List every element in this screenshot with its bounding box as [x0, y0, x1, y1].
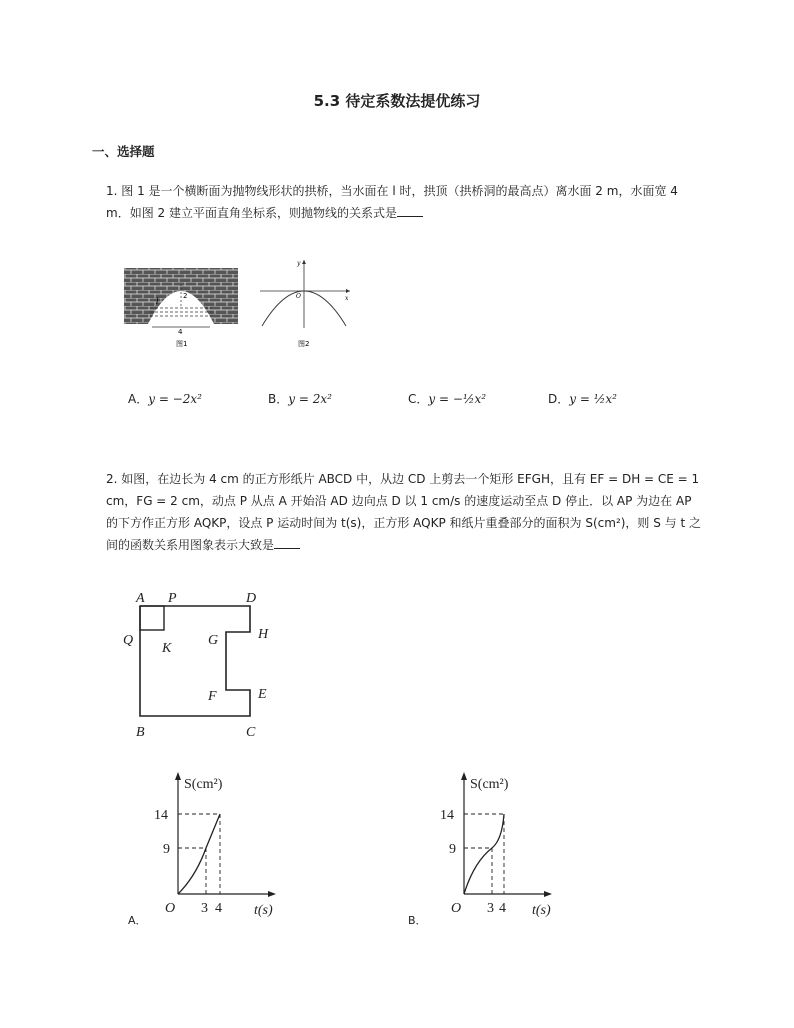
label-E: E: [258, 687, 267, 702]
graph-b-x-tick-3: 3: [487, 901, 494, 916]
option-b[interactable]: [268, 390, 332, 407]
option-d-expr: y = ½x²: [569, 392, 617, 406]
question-2-body: 2. 如图，在边长为 4 cm 的正方形纸片 ABCD 中，从边 CD 上剪去一个矩形 EFGH，且有 EF = DH = CE = 1 cm，FG = 2 cm，动点 P 从点 A 开始沿 AD 边向点 D 以 1 cm/s 的速度运动至点 D 停止．以 AP 为边在 AP 的下方作正方形 AQKP，设点 P 运动时间为 t(s)，正方形 AQKP 和纸片重叠部分的面积为 S(cm²)，则 S 与 t 之间的函数关系用图象表示大致是: [106, 472, 702, 552]
graph-b-origin: O: [451, 901, 462, 916]
graph-b: [430, 766, 570, 926]
graph-a-x-label: t(s): [254, 903, 273, 918]
fig2-axis-y: y: [297, 260, 301, 267]
graph-a-option-letter[interactable]: A．: [128, 914, 147, 927]
option-a[interactable]: [128, 390, 202, 407]
label-D: D: [246, 591, 257, 606]
fig1-label-height: 2: [183, 292, 188, 300]
label-A: A: [136, 591, 145, 606]
question-2-square-figure: [118, 586, 278, 746]
fig2-axis-x: x: [345, 295, 349, 302]
label-K: K: [162, 641, 172, 656]
figure-1-arch-bridge: [122, 266, 240, 350]
graph-a-y-tick-9: 9: [163, 842, 170, 857]
fig1-label-l: l: [156, 297, 159, 306]
label-P: P: [168, 591, 177, 606]
label-G: G: [208, 633, 219, 648]
graph-b-y-tick-14: 14: [440, 808, 454, 823]
figure-2-parabola: [256, 256, 356, 350]
label-B: B: [136, 725, 145, 740]
label-C: C: [246, 725, 256, 740]
graph-a-origin: O: [165, 901, 176, 916]
answer-blank: [274, 536, 300, 549]
label-F: F: [208, 689, 217, 704]
graph-a: [144, 766, 284, 926]
graph-b-option-letter[interactable]: B．: [408, 914, 427, 927]
answer-blank: [397, 204, 423, 217]
label-H: H: [258, 627, 269, 642]
graph-b-x-tick-4: 4: [499, 901, 506, 916]
graph-a-y-tick-14: 14: [154, 808, 168, 823]
graph-b-y-tick-9: 9: [449, 842, 456, 857]
fig1-label-width: 4: [178, 328, 183, 336]
graph-b-x-label: t(s): [532, 903, 551, 918]
graph-a-y-label: S(cm²): [184, 777, 223, 792]
graph-b-y-label: S(cm²): [470, 777, 509, 792]
question-2-text: [106, 468, 702, 556]
graph-a-x-tick-3: 3: [201, 901, 208, 916]
option-b-letter: B．: [268, 392, 289, 406]
option-d[interactable]: [548, 390, 617, 407]
page-title: 5.3 待定系数法提优练习: [313, 92, 481, 110]
option-d-letter: D．: [548, 392, 570, 406]
option-b-expr: y = 2x²: [288, 392, 332, 406]
option-a-expr: y = −2x²: [148, 392, 202, 406]
label-Q: Q: [123, 633, 134, 648]
section-heading: 一、选择题: [92, 144, 155, 159]
fig1-caption: 图1: [176, 340, 188, 348]
fig2-origin: O: [296, 293, 301, 300]
fig2-caption: 图2: [298, 340, 310, 348]
option-c[interactable]: [408, 390, 486, 407]
graph-a-x-tick-4: 4: [215, 901, 222, 916]
question-1-body: 1. 图 1 是一个横断面为抛物线形状的拱桥，当水面在 l 时，拱顶（拱桥洞的最高点）离水面 2 m，水面宽 4 m．如图 2 建立平面直角坐标系，则抛物线的关系式是: [106, 184, 678, 220]
option-a-letter: A．: [128, 392, 149, 406]
question-1-text: [106, 180, 702, 224]
option-c-expr: y = −½x²: [428, 392, 487, 406]
option-c-letter: C．: [408, 392, 429, 406]
